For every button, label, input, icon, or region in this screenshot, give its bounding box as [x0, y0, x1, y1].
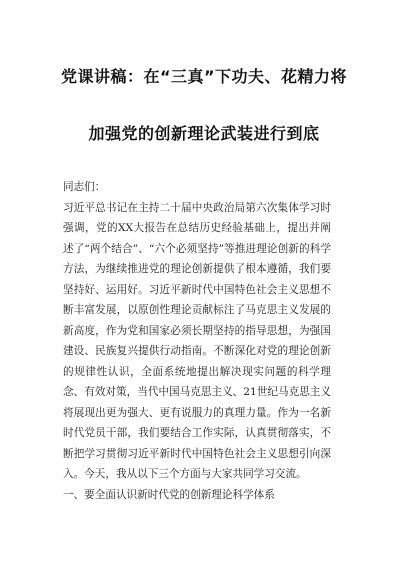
title-line-2: 加强党的创新理论武装进行到底	[88, 124, 320, 143]
body-paragraph: 习近平总书记在主持二十届中央政治局第六次集体学习时强调，党的XX大报告在总结历史经验基础上，提出并阐述了“两个结合”、“六个必须坚持”等推进理论创新的科学方法，为继续推进党的理论创新提供了根本遵循，我们要坚持好、运用好。习近平新时代中国特色社会主义思想不断丰富发展，以原创性理论贡献标注了马克思主义发展的新高度，作为党和国家必须长期坚持的指导思想，为强国建设、民族复兴提供行动指南。不断深化对党的理论创新的规律性认识，全面系统地提出解决现实问题的科学理念、有效对策，当代中国马克思主义、21世纪马克思主义将展现出更为强大、更有说服力的真理力量。作为一名新时代党员干部，我们要结合工作实际，认真贯彻落实，不断把学习贯彻习近平新时代中国特色社会主义思想引向深入。今天，我从以下三个方面与大家共同学习交流。	[63, 201, 331, 480]
section-heading: 一、要全面认识新时代党的创新理论科学体系	[63, 488, 275, 501]
title-line-1: 党课讲稿：在“三真”下功夫、花精力将	[60, 67, 348, 86]
document-body	[63, 177, 331, 505]
greeting: 同志们：	[63, 181, 106, 193]
